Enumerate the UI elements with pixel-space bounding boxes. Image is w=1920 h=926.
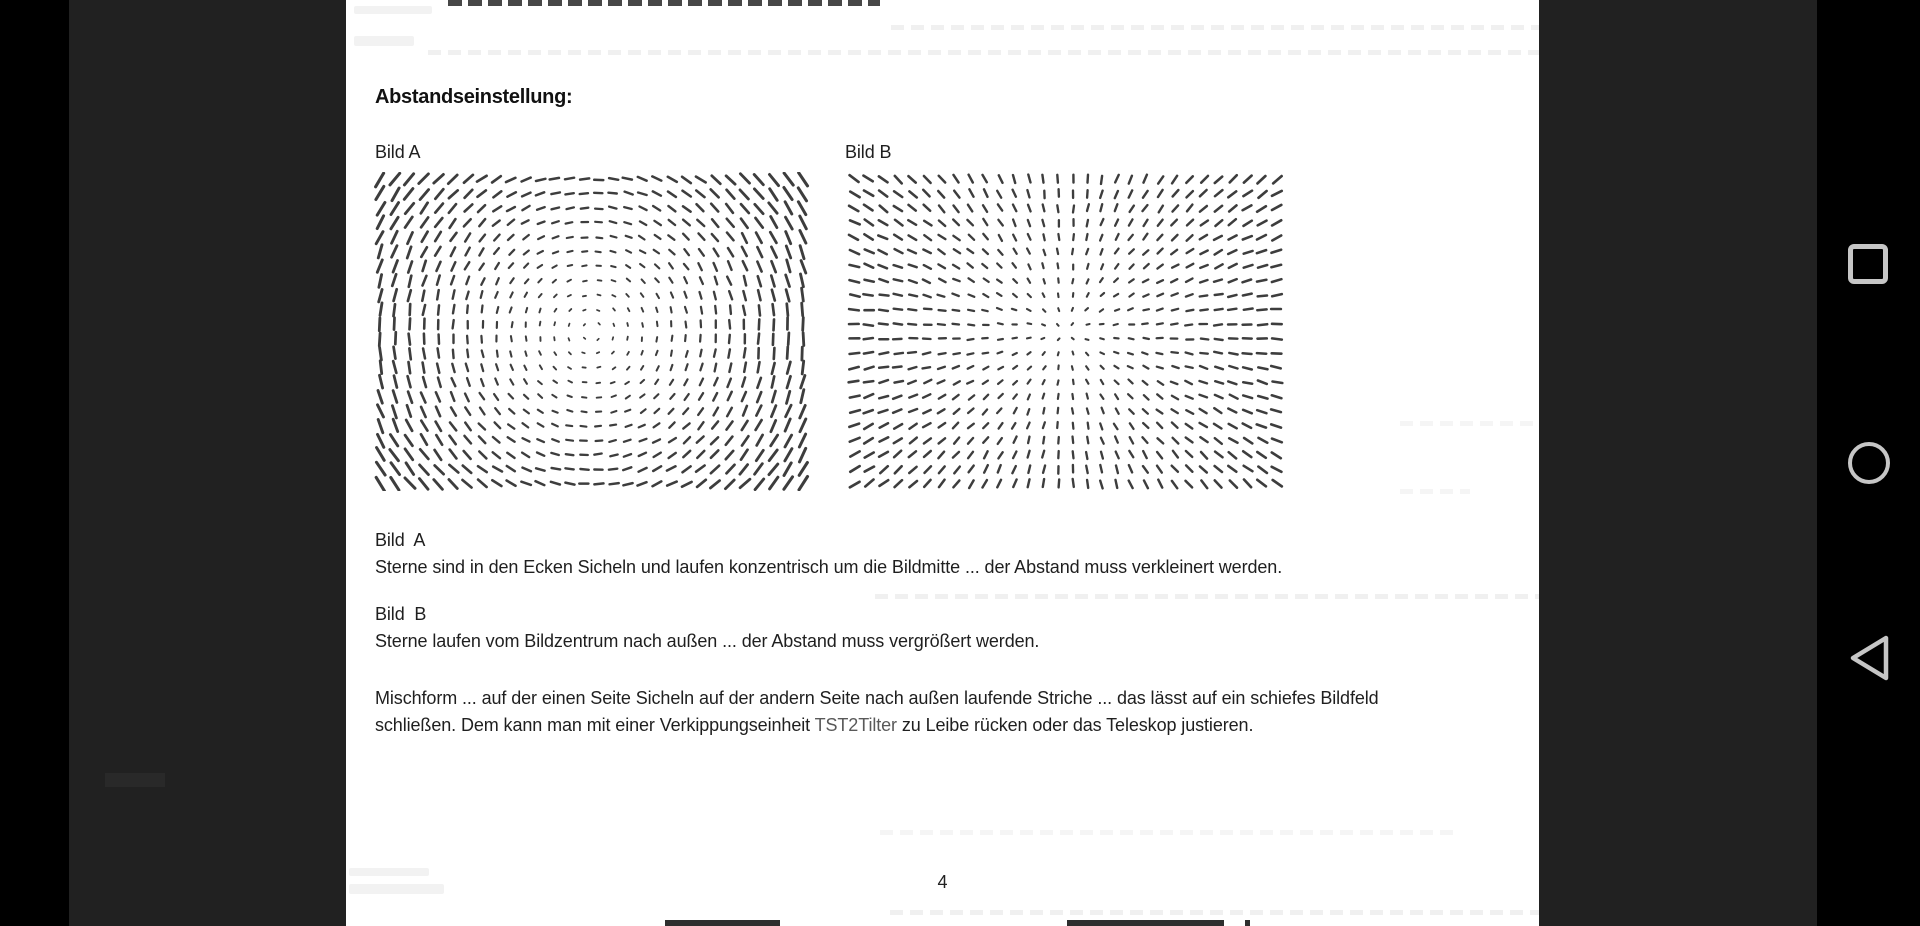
page-number: 4 xyxy=(937,872,948,892)
tangential-pattern-image xyxy=(373,172,810,491)
paragraph-mischform-line1: Mischform ... auf der einen Seite Sicheln auf der andern Seite nach außen laufende Striche ... das lässt auf ein schiefes Bildfeld xyxy=(375,688,1379,708)
circle-icon xyxy=(1848,442,1890,484)
triangle-left-icon xyxy=(1846,632,1892,684)
figure-bild-b-star-pattern xyxy=(847,172,1284,491)
next-page-remnant-bar xyxy=(665,920,780,926)
paragraph-text: zu Leibe rücken oder das Teleskop justieren. xyxy=(896,715,1254,735)
section-body-bild-b: Sterne laufen vom Bildzentrum nach außen ... der Abstand muss vergrößert werden. xyxy=(375,631,1040,651)
section-heading-bild-b: Bild B xyxy=(375,604,427,624)
prev-page-remnant-row xyxy=(448,0,880,6)
bleed-through-smudge xyxy=(354,6,432,14)
figure-label-bild-a: Bild A xyxy=(375,142,421,162)
paragraph-text: schließen. Dem kann man mit einer Verkippungseinheit xyxy=(375,715,815,735)
back-button[interactable] xyxy=(1846,632,1892,687)
paragraph-mischform-line2 xyxy=(375,712,1253,739)
bleed-through-row xyxy=(428,50,1539,55)
bleed-through-row xyxy=(880,830,1460,835)
tst2tilter-link[interactable]: TST2Tilter xyxy=(814,715,897,735)
home-button[interactable] xyxy=(1848,442,1890,484)
section-heading-bild-a: Bild A xyxy=(375,530,426,550)
figure-bild-a-star-pattern xyxy=(373,172,810,491)
section-body-bild-a: Sterne sind in den Ecken Sicheln und laufen konzentrisch um die Bildmitte ... der Abstand muss verkleinert werden. xyxy=(375,557,1283,577)
recents-button[interactable] xyxy=(1848,244,1888,284)
gutter-smudge xyxy=(105,773,165,787)
bleed-through-row xyxy=(1400,421,1539,426)
square-icon xyxy=(1848,244,1888,284)
document-page[interactable] xyxy=(346,0,1539,926)
radial-pattern-image xyxy=(847,172,1284,491)
next-page-remnant-tick xyxy=(1245,920,1250,926)
bleed-through-smudge xyxy=(349,868,429,876)
page-title: Abstandseinstellung: xyxy=(375,86,573,108)
bleed-through-row xyxy=(1400,489,1470,494)
bleed-through-smudge xyxy=(349,884,444,894)
bleed-through-row xyxy=(890,910,1539,915)
next-page-remnant-bar xyxy=(1067,920,1224,926)
bleed-through-row xyxy=(875,594,1539,599)
bleed-through-row xyxy=(891,25,1539,30)
left-black-strip xyxy=(0,0,69,926)
bleed-through-smudge xyxy=(354,36,414,46)
figure-label-bild-b: Bild B xyxy=(845,142,892,162)
